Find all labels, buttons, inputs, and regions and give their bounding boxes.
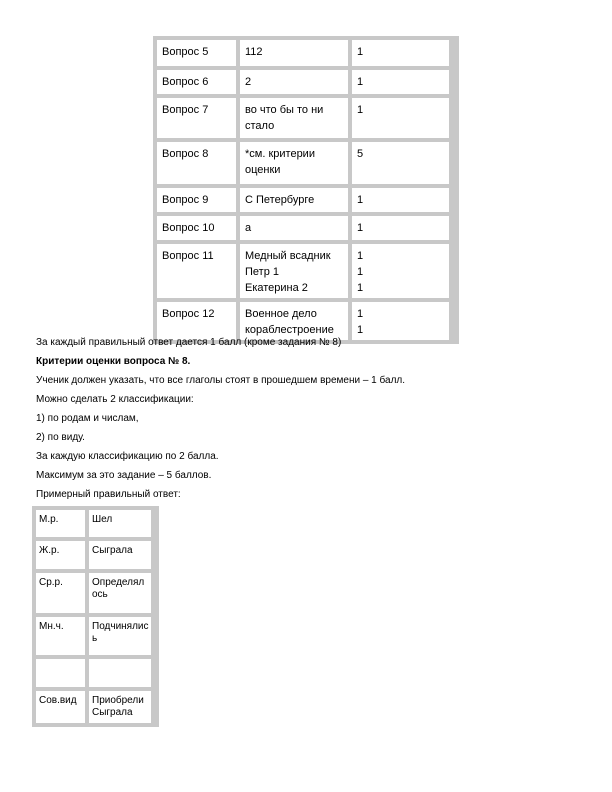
criteria-line: 1) по родам и числам, [36,413,139,424]
answer-cell: 112 [239,39,349,67]
table-row [34,615,157,657]
verb-cell: Определялось [88,572,152,614]
table-row [155,242,457,300]
table-row [155,68,457,96]
category-cell: Ж.р. [35,540,86,570]
points-cell: 1 [351,69,450,95]
question-cell: Вопрос 6 [156,69,237,95]
answer-cell: 2 [239,69,349,95]
points-cell: 1 1 [351,301,450,341]
criteria-line: Максимум за это задание – 5 баллов. [36,470,212,481]
answers-table [153,36,459,344]
points-cell: 1 [351,97,450,139]
answer-cell: а [239,215,349,241]
points-cell: 5 [351,141,450,185]
points-cell: 1 1 1 [351,243,450,299]
example-caption: Примерный правильный ответ: [36,489,181,500]
verb-cell: Подчинялись [88,616,152,656]
question-cell: Вопрос 10 [156,215,237,241]
category-cell: Мн.ч. [35,616,86,656]
table-row [155,186,457,214]
table-row [155,140,457,186]
table-row [155,300,457,342]
table-row [155,38,457,68]
criteria-title: Критерии оценки вопроса № 8. [36,356,191,367]
question-cell: Вопрос 11 [156,243,237,299]
criteria-line: За каждую классификацию по 2 балла. [36,451,219,462]
verb-cell [88,658,152,688]
table-row [34,508,157,539]
question-cell: Вопрос 9 [156,187,237,213]
table-row [34,657,157,689]
scoring-note: За каждый правильный ответ дается 1 балл (кроме задания № 8) [36,337,342,348]
category-cell: М.р. [35,509,86,538]
answer-cell: *см. критерии оценки [239,141,349,185]
points-cell: 1 [351,215,450,241]
criteria-line: Ученик должен указать, что все глаголы стоят в прошедшем времени – 1 балл. [36,375,406,386]
verb-cell: Приобрели Сыграла [88,690,152,724]
points-cell: 1 [351,187,450,213]
question-cell: Вопрос 8 [156,141,237,185]
table-row [34,689,157,725]
table-row [155,96,457,140]
table-row [34,539,157,571]
verb-cell: Сыграла [88,540,152,570]
example-table [32,506,159,727]
table-row [34,571,157,615]
category-cell: Ср.р. [35,572,86,614]
question-cell: Вопрос 12 [156,301,237,341]
answer-cell: Военное дело кораблестроение [239,301,349,341]
answer-cell: Медный всадник Петр 1 Екатерина 2 [239,243,349,299]
answer-cell: во что бы то ни стало [239,97,349,139]
category-cell [35,658,86,688]
verb-cell: Шел [88,509,152,538]
question-cell: Вопрос 7 [156,97,237,139]
category-cell: Сов.вид [35,690,86,724]
criteria-line: Можно сделать 2 классификации: [36,394,194,405]
criteria-line: 2) по виду. [36,432,85,443]
question-cell: Вопрос 5 [156,39,237,67]
points-cell: 1 [351,39,450,67]
table-row [155,214,457,242]
answer-cell: С Петербурге [239,187,349,213]
